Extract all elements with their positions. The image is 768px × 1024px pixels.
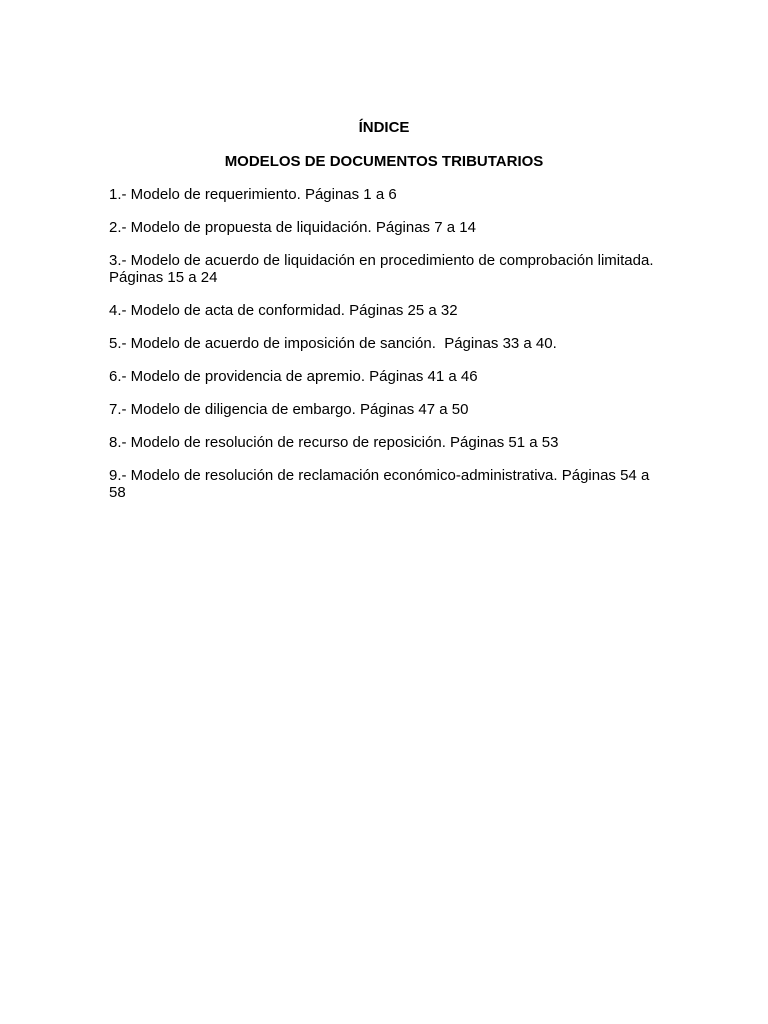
toc-item: 6.- Modelo de providencia de apremio. Páginas 41 a 46 bbox=[109, 368, 478, 385]
toc-item: 5.- Modelo de acuerdo de imposición de sanción. Páginas 33 a 40. bbox=[109, 335, 557, 352]
page-title: ÍNDICE bbox=[358, 119, 410, 136]
toc-item: 4.- Modelo de acta de conformidad. Páginas 25 a 32 bbox=[109, 302, 458, 319]
toc-item: 2.- Modelo de propuesta de liquidación. Páginas 7 a 14 bbox=[109, 219, 476, 236]
page-subtitle: MODELOS DE DOCUMENTOS TRIBUTARIOS bbox=[224, 153, 544, 170]
toc-item: 7.- Modelo de diligencia de embargo. Páginas 47 a 50 bbox=[109, 401, 469, 418]
toc-item: 8.- Modelo de resolución de recurso de reposición. Páginas 51 a 53 bbox=[109, 434, 559, 451]
toc-item: 3.- Modelo de acuerdo de liquidación en procedimiento de comprobación limitada. Páginas 15 a 24 bbox=[109, 252, 658, 286]
table-of-contents bbox=[109, 186, 669, 517]
toc-item: 1.- Modelo de requerimiento. Páginas 1 a 6 bbox=[109, 186, 397, 203]
toc-item: 9.- Modelo de resolución de reclamación económico-administrativa. Páginas 54 a 58 bbox=[109, 467, 654, 501]
